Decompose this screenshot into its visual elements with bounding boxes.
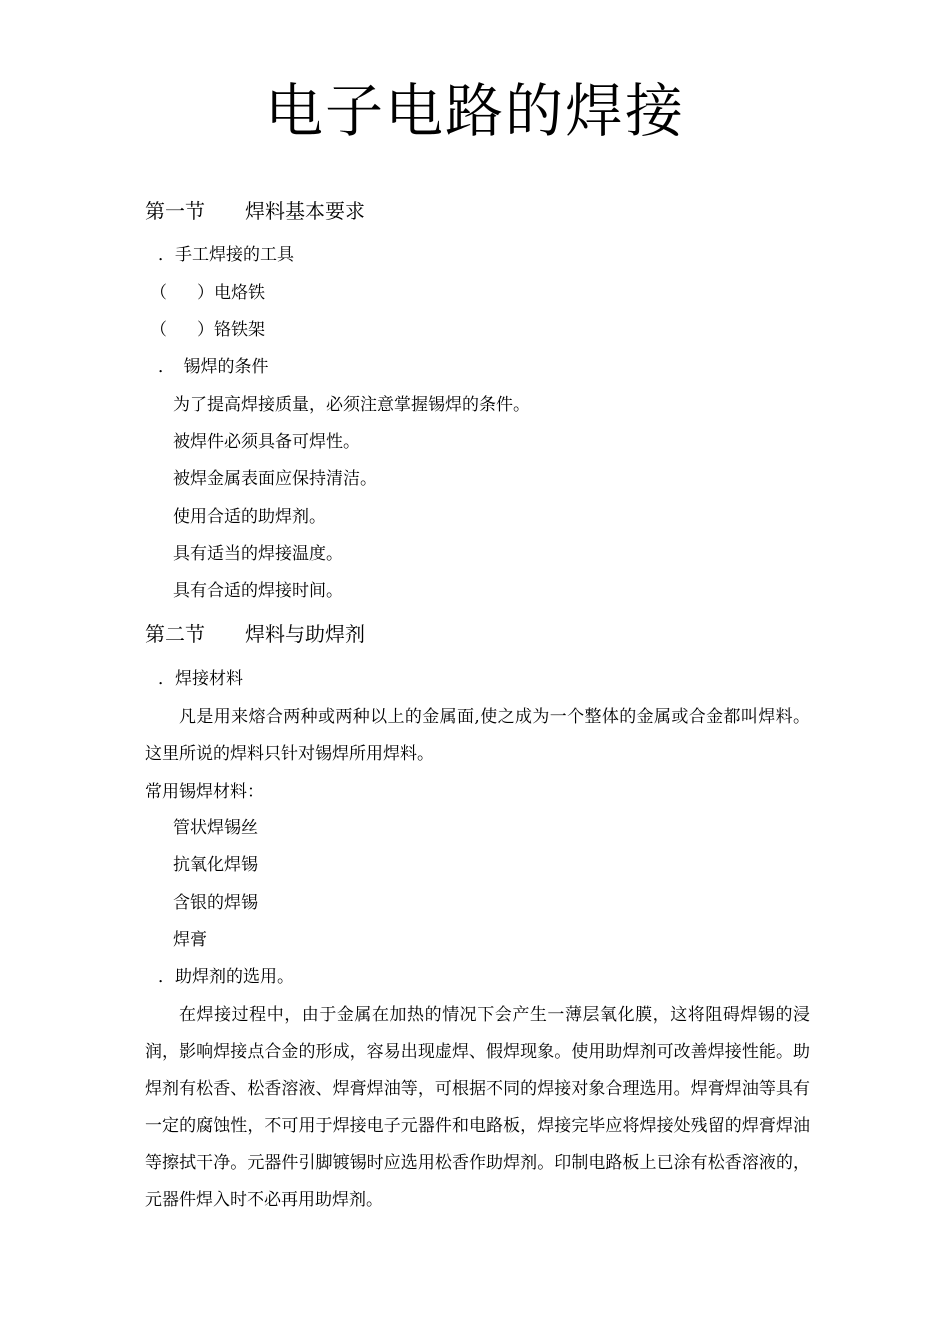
s2-material-3: 焊膏 xyxy=(173,930,207,950)
section-2-name: 焊料与助焊剂 xyxy=(245,622,365,646)
section-1-heading xyxy=(145,201,365,221)
s1-sub2-label: ）铬铁架 xyxy=(197,320,265,340)
s1-sub1-open: （ xyxy=(150,283,167,303)
section-1-name: 焊料基本要求 xyxy=(245,199,365,223)
s1-condition-4: 具有适当的焊接温度。 xyxy=(173,544,343,564)
page-title: 电子电路的焊接 xyxy=(264,77,685,145)
s1-condition-2: 被焊金属表面应保持清洁。 xyxy=(173,469,377,489)
s2-item2-heading: ．助焊剂的选用。 xyxy=(158,967,294,987)
s1-sub2 xyxy=(150,322,265,339)
s1-sub1-label: ）电烙铁 xyxy=(197,283,265,303)
s1-sub1 xyxy=(150,285,265,302)
s1-item2-heading: ． 锡焊的条件 xyxy=(158,357,269,377)
section-1-number: 第一节 xyxy=(145,199,205,223)
s2-material-1: 抗氧化焊锡 xyxy=(173,855,258,875)
s2-material-2: 含银的焊锡 xyxy=(173,893,258,913)
s2-common-label: 常用锡焊材料： xyxy=(145,782,264,802)
s2-item1-paragraph: 凡是用来熔合两种或两种以上的金属面,使之成为一个整体的金属或合金都叫焊料。这里所说的焊料只针对锡焊所用焊料。 xyxy=(145,707,810,764)
s2-material-0: 管状焊锡丝 xyxy=(173,818,258,838)
s1-sub2-open: （ xyxy=(150,320,167,340)
section-2-heading xyxy=(145,624,365,644)
s2-item1-heading: ．焊接材料 xyxy=(158,669,243,689)
s1-condition-0: 为了提高焊接质量，必须注意掌握锡焊的条件。 xyxy=(173,395,530,415)
s1-condition-5: 具有合适的焊接时间。 xyxy=(173,581,343,601)
section-2-number: 第二节 xyxy=(145,622,205,646)
s1-item1-heading: ．手工焊接的工具 xyxy=(158,245,294,265)
s1-condition-3: 使用合适的助焊剂。 xyxy=(173,507,326,527)
s1-condition-1: 被焊件必须具备可焊性。 xyxy=(173,432,360,452)
s2-item2-paragraph: 在焊接过程中，由于金属在加热的情况下会产生一薄层氧化膜，这将阻碍焊锡的浸润，影响焊接点合金的形成，容易出现虚焊、假焊现象。使用助焊剂可改善焊接性能。助焊剂有松香、松香溶液、焊膏焊油等，可根据不同的焊接对象合理选用。焊膏焊油等具有一定的腐蚀性，不可用于焊接电子元器件和电路板，焊接完毕应将焊接处残留的焊膏焊油等擦拭干净。元器件引脚镀锡时应选用松香作助焊剂。印制电路板上已涂有松香溶液的，元器件焊入时不必再用助焊剂。 xyxy=(145,1005,810,1210)
